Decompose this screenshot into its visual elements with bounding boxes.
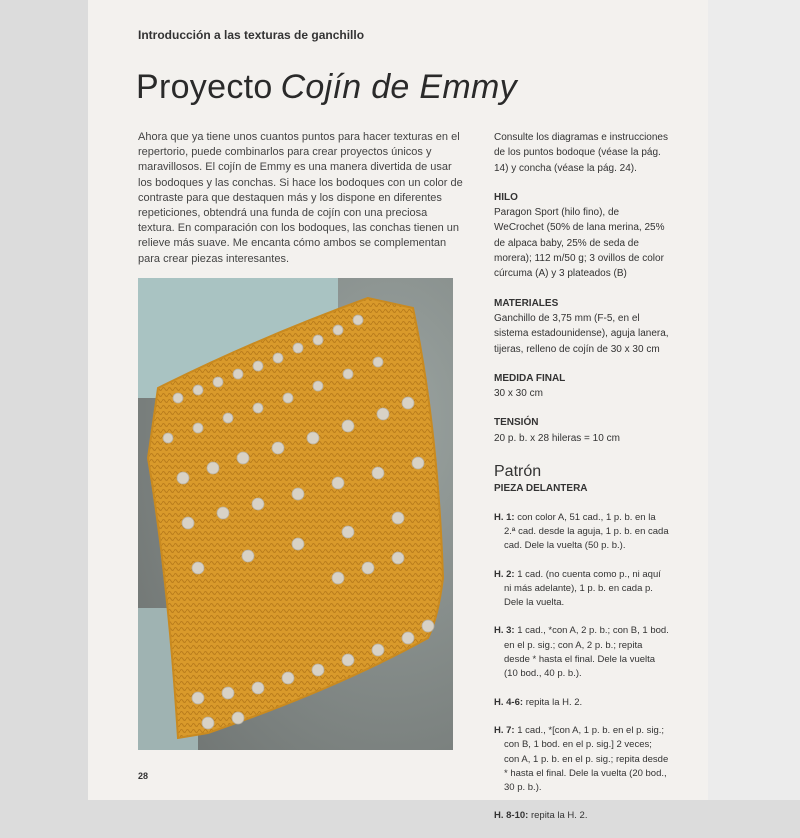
title-italic: Cojín de Emmy	[280, 68, 517, 106]
page-number: 28	[138, 771, 149, 781]
title-main: Proyecto	[136, 68, 273, 106]
tension-heading: TENSIÓN	[494, 417, 539, 429]
pattern-row: H. 8-10: repita la H. 2.	[494, 810, 588, 822]
materiales-text: Ganchillo de 3,75 mm (F-5, en el sistema estadounidense), aguja lanera, tijeras, relleno de cojín de 30 x 30 cm	[494, 312, 669, 355]
pattern-row: H. 1: con color A, 51 cad., 1 p. b. en la 2.ª cad. desde la aguja, 1 p. b. en cada cad. Dele la vuelta (50 p. b.).	[494, 511, 669, 552]
tension-text: 20 p. b. x 28 hileras = 10 cm	[494, 432, 620, 444]
page-title	[136, 68, 517, 107]
adjacent-page-edge	[708, 0, 800, 800]
pattern-row: H. 3: 1 cad., *con A, 2 p. b.; con B, 1 bod. en el p. sig.; con A, 2 p. b.; repita desde * hasta el final. Dele la vuelta (10 bod., 40 p. b.).	[494, 625, 669, 680]
materiales-block	[494, 296, 669, 357]
pattern-row: H. 7: 1 cad., *[con A, 1 p. b. en el p. sig.; con B, 1 bod. en el p. sig.] 2 veces; con A, 1 p. b. en el p. sig.; repita desde * hasta el final. Dele la vuelta (20 bod., 30 p. b.).	[494, 724, 669, 794]
hilo-heading: HILO	[494, 191, 518, 203]
pattern-row: H. 4-6: repita la H. 2.	[494, 696, 583, 708]
pattern-title: Patrón	[494, 463, 542, 481]
medida-text: 30 x 30 cm	[494, 388, 543, 400]
book-page	[88, 0, 708, 822]
medida-block	[494, 371, 669, 402]
cushion-illustration	[138, 278, 453, 750]
hilo-block	[494, 190, 669, 282]
section-header: Introducción a las texturas de ganchillo	[138, 28, 365, 42]
materiales-heading: MATERIALES	[494, 297, 559, 309]
medida-heading: MEDIDA FINAL	[494, 372, 566, 384]
pattern-row: H. 2: 1 cad. (no cuenta como p., ni aquí ni más adelante), 1 p. b. en cada p. Dele la vuelta.	[494, 568, 661, 609]
cushion-photo	[138, 278, 453, 750]
hilo-text: Paragon Sport (hilo fino), de WeCrochet (50% de lana merina, 25% de alpaca baby, 25% de seda de morera); 112 m/50 g; 3 ovillos de color cúrcuma (A) y 3 plateados (B)	[494, 207, 665, 280]
tension-block	[494, 415, 669, 446]
pattern-piece: PIEZA DELANTERA	[494, 483, 588, 495]
pattern-rows	[494, 511, 669, 824]
sidebar	[494, 130, 669, 838]
intro-paragraph: Ahora que ya tiene unos cuantos puntos para hacer texturas en el repertorio, puede combinarlos para crear proyectos únicos y maravillosos. El cojín de Emmy es una manera divertida de usar los bodoques y las conchas. Si hace los bodoques con un color de contraste para que destaquen más y los dispone en diferentes repeticiones, obtendrá una funda de cojín con una preciosa textura. En comparación con los bodoques, las conchas tienen un relieve más suave. Me encanta cómo ambos se complementan para crear piezas interesantes.	[138, 131, 463, 265]
sidebar-note: Consulte los diagramas e instrucciones de los puntos bodoque (véase la pág. 14) y concha (véase la pág. 24).	[494, 132, 668, 174]
